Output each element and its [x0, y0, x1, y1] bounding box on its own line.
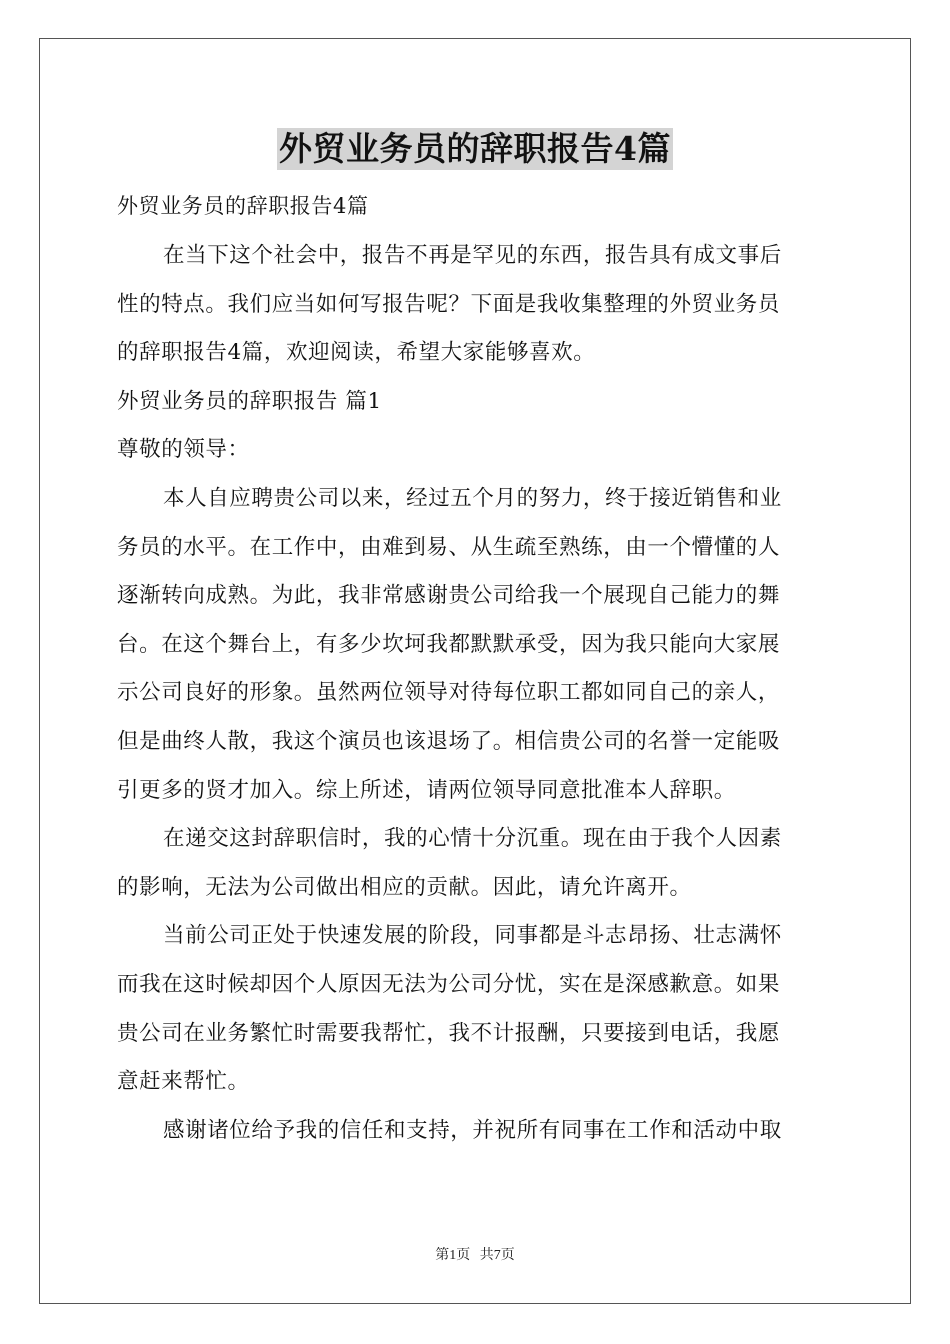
text-line: 务员的水平。在工作中，由难到易、从生疏至熟练，由一个懵懂的人	[117, 534, 781, 560]
page-number: 第1页	[435, 1248, 471, 1263]
text-line: 在递交这封辞职信时，我的心情十分沉重。现在由于我个人因素	[163, 826, 782, 852]
text-line: 的辞职报告4篇，欢迎阅读，希望大家能够喜欢。	[117, 340, 596, 366]
text-line: 当前公司正处于快速发展的阶段，同事都是斗志昂扬、壮志满怀	[163, 923, 782, 949]
title-wrap	[117, 128, 833, 172]
text-line: 在当下这个社会中，报告不再是罕见的东西，报告具有成文事后	[163, 243, 782, 268]
document-body	[117, 128, 833, 1155]
text-lines	[117, 232, 833, 1155]
page-footer	[0, 1244, 950, 1264]
text-line: 引更多的贤才加入。综上所述，请两位领导同意批准本人辞职。	[117, 777, 736, 803]
text-line: 逐渐转向成熟。为此，我非常感谢贵公司给我一个展现自己能力的舞	[117, 583, 781, 609]
text-line: 外贸业务员的辞职报告 篇1	[117, 388, 382, 414]
text-line: 尊敬的领导：	[117, 437, 250, 463]
text-line: 意赶来帮忙。	[117, 1069, 250, 1095]
text-line: 本人自应聘贵公司以来，经过五个月的努力，终于接近销售和业	[163, 485, 782, 511]
text-line: 的影响，无法为公司做出相应的贡献。因此，请允许离开。	[117, 874, 692, 900]
text-line: 性的特点。我们应当如何写报告呢？下面是我收集整理的外贸业务员	[117, 291, 781, 317]
text-line: 而我在这时候却因个人原因无法为公司分忧，实在是深感歉意。如果	[117, 971, 781, 997]
text-line: 示公司良好的形象。虽然两位领导对待每位职工都如同自己的亲人，	[117, 680, 781, 706]
text-line: 台。在这个舞台上，有多少坎坷我都默默承受，因为我只能向大家展	[117, 631, 781, 657]
document-title: 外贸业务员的辞职报告4篇	[279, 129, 671, 168]
text-line: 贵公司在业务繁忙时需要我帮忙，我不计报酬，只要接到电话，我愿	[117, 1020, 781, 1046]
page-total: 共7页	[479, 1248, 515, 1263]
document-subtitle: 外贸业务员的辞职报告4篇	[117, 194, 369, 218]
text-line: 感谢诸位给予我的信任和支持，并祝所有同事在工作和活动中取	[163, 1117, 782, 1143]
text-line: 但是曲终人散，我这个演员也该退场了。相信贵公司的名誉一定能吸	[117, 728, 781, 754]
